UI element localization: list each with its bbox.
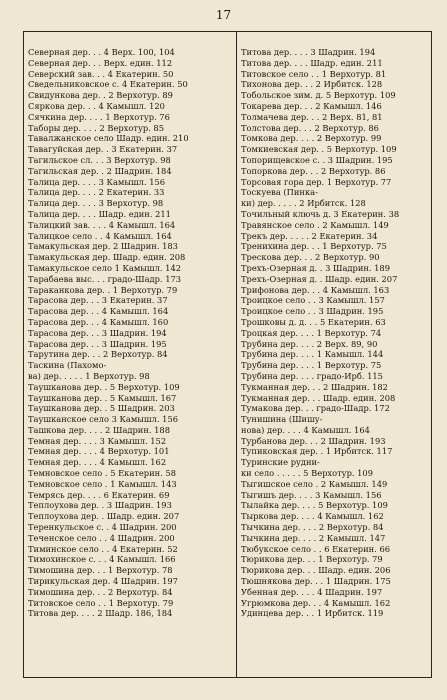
index-entry: Тюрикова дер. . . 1 Верхотур. 79 bbox=[241, 554, 383, 565]
index-entry: Тамакульская дер. 2 Шадрин. 183 bbox=[28, 241, 178, 252]
index-entry: Толмачева дер. . . 2 Верх. 81, 81 bbox=[241, 111, 383, 122]
index-entry: Трубина дер. . . . 1 Камышл. 144 bbox=[241, 349, 384, 360]
index-entry: Таушканова дер. . 5 Камышл. 167 bbox=[28, 392, 177, 403]
index-entry: нова) дер. . . . 4 Камышл. 164 bbox=[241, 424, 370, 435]
index-entry: ки) дер. . . . . 2 Ирбитск. 128 bbox=[241, 198, 366, 209]
index-entry: Теплоухова дер. . Шадр. един. 207 bbox=[28, 511, 180, 522]
index-entry: Темная дер. . . . 4 Камышл. 162 bbox=[28, 457, 167, 468]
index-entry: Тумакова дер. . . градо-Шадр. 172 bbox=[241, 403, 390, 414]
index-entry: Титова дер. . . . Шадр. един. 211 bbox=[241, 57, 383, 68]
index-entry: Талицкое село . . 4 Камышл. 164 bbox=[28, 230, 172, 241]
index-entry: Торсовая гора дер. 1 Верхотур. 77 bbox=[241, 176, 392, 187]
index-entry: Угрюмкова дер. . . 4 Камышл. 162 bbox=[241, 597, 391, 608]
index-entry: Точильный ключь д. 3 Екатерин. 38 bbox=[241, 208, 400, 219]
index-entry: Троицкое село . . 3 Шадрин. 195 bbox=[241, 306, 384, 317]
column-divider bbox=[236, 32, 237, 677]
index-entry: Талица дер. . . . 3 Верхотур. 98 bbox=[28, 198, 164, 209]
index-entry: Тамакульская дер. Шадр. един. 208 bbox=[28, 252, 186, 263]
index-entry: Тычкина дер. . . . 2 Камышл. 147 bbox=[241, 532, 386, 543]
index-entry: Тарутина дер. . . 2 Верхотур. 84 bbox=[28, 349, 168, 360]
index-entry: Таушканское село 3 Камышл. 156 bbox=[28, 414, 179, 425]
index-entry: Темновское село . 5 Екатерин. 58 bbox=[28, 468, 177, 479]
index-entry: Темновское село . 1 Камышл. 143 bbox=[28, 478, 177, 489]
index-entry: Тыгишское село . 2 Камышл. 149 bbox=[241, 478, 388, 489]
index-entry: Трубина дер. . . . градо-Ирб. 115 bbox=[241, 370, 383, 381]
index-entry: Северский зав. . . 4 Екатерин. 50 bbox=[28, 68, 174, 79]
index-entry: Сячкина дер. . . . 1 Верхотур. 76 bbox=[28, 111, 170, 122]
index-entry: Трошковы д. д. . . 5 Екатерин. 63 bbox=[241, 316, 386, 327]
index-entry: Тренихина дер. . . 1 Верхотур. 75 bbox=[241, 241, 387, 252]
index-entry: Талица дер. . . . 2 Екатерин. 33 bbox=[28, 187, 165, 198]
index-entry: Титовское село . . 1 Верхотур. 81 bbox=[241, 68, 387, 79]
index-entry: Тимошина дер. . . 1 Верхотур. 78 bbox=[28, 565, 173, 576]
index-entry: Тыркова дер. . . . 4 Камышл. 162 bbox=[241, 511, 384, 522]
index-entry: Троицкое село . . 3 Камышл. 157 bbox=[241, 295, 385, 306]
index-entry: Талица дер. . . . Шадр. един. 211 bbox=[28, 208, 171, 219]
index-entry: Тихонова дер. . . 2 Ирбитск. 128 bbox=[241, 79, 383, 90]
index-entry: Травянское село . 2 Камышл. 149 bbox=[241, 219, 389, 230]
index-entry: Удинцева дер. . . 1 Ирбитск. 119 bbox=[241, 608, 384, 619]
index-entry: Тарасова дер. . . 3 Шадрин. 195 bbox=[28, 338, 167, 349]
index-entry: Топоркова дер. . . 2 Верхотур. 86 bbox=[241, 165, 386, 176]
index-entry: Сяркова дер. . . 4 Камышл. 120 bbox=[28, 100, 165, 111]
index-entry: Темная дер. . . . 3 Камышл. 152 bbox=[28, 435, 167, 446]
index-entry: Теренкульское с. . 4 Шадрин. 200 bbox=[28, 522, 177, 533]
index-entry: Томкова дер. . . . 2 Верхотур. 99 bbox=[241, 133, 382, 144]
index-entry: Таушканова дер. . 5 Шадрин. 203 bbox=[28, 403, 175, 414]
index-entry: Тараканкова дер. . 1 Верхотур. 79 bbox=[28, 284, 178, 295]
index-entry: Топорищевское с. . 3 Шадрин. 195 bbox=[241, 154, 393, 165]
index-entry: Тиминское село . . 4 Екатерин. 52 bbox=[28, 543, 178, 554]
index-entry: ва) дер. . . . . 1 Верхотур. 98 bbox=[28, 370, 150, 381]
index-entry: Талица дер. . . . 3 Камышл. 156 bbox=[28, 176, 166, 187]
index-entry: Титовское село . . 1 Верхотур. 79 bbox=[28, 597, 174, 608]
index-entry: Турбанова дер. . . 2 Шадрин. 193 bbox=[241, 435, 386, 446]
index-entry: ки село . . . . . 5 Верхотур. 109 bbox=[241, 468, 373, 479]
index-entry: Теченское село . . 4 Шадрин. 200 bbox=[28, 532, 175, 543]
index-entry: Трескова дер. . . 2 Верхотур. 90 bbox=[241, 252, 380, 263]
index-entry: Тавалжанское село Шадр. един. 210 bbox=[28, 133, 189, 144]
index-entry: Сведельниковское с. 4 Екатерин. 50 bbox=[28, 79, 188, 90]
index-entry: Трубина дер. . . . 2 Верх. 89, 90 bbox=[241, 338, 378, 349]
index-entry: Трехъ-Озерная д. . Шадр. един. 207 bbox=[241, 273, 398, 284]
index-entry: Тимошина дер. . . 2 Верхотур. 84 bbox=[28, 586, 173, 597]
index-entry: Талицкий зав. . . . 4 Камышл. 164 bbox=[28, 219, 176, 230]
index-entry: Таушканова дер. . 5 Верхотур. 109 bbox=[28, 381, 180, 392]
left-column bbox=[28, 47, 233, 619]
index-entry: Титова дер. . . . 2 Шадр. 186, 184 bbox=[28, 608, 173, 619]
index-entry: Тирикульская дер. 4 Шадрин. 197 bbox=[28, 576, 178, 587]
index-entry: Темная дер. . . . 4 Верхотур. 101 bbox=[28, 446, 170, 457]
index-entry: Убенная дер. . . . 4 Шадрин. 197 bbox=[241, 586, 383, 597]
index-entry: Свидункова дер. . 2 Верхотур. 89 bbox=[28, 90, 173, 101]
index-entry: Тюрикова дер. . . Шадр. един. 206 bbox=[241, 565, 391, 576]
index-table-frame bbox=[23, 31, 432, 678]
index-entry: Титова дер. . . . 3 Шадрин. 194 bbox=[241, 47, 376, 57]
index-entry: Троцкая дер. . . . 1 Верхотур. 74 bbox=[241, 327, 382, 338]
index-entry: Тимохинское с. . . 4 Камышл. 166 bbox=[28, 554, 176, 565]
index-entry: Тагильская дер. . 2 Шадрин. 184 bbox=[28, 165, 172, 176]
index-entry: Тунишина (Шишу- bbox=[241, 414, 323, 425]
index-entry: Токарева дер. . . 2 Камышл. 146 bbox=[241, 100, 382, 111]
index-entry: Северная дер. . . Верх. един. 112 bbox=[28, 57, 173, 68]
index-entry: Тамакульское село 1 Камышл. 142 bbox=[28, 262, 182, 273]
index-entry: Тарасова дер. . . 4 Камышл. 164 bbox=[28, 306, 169, 317]
index-entry: Таскина (Пахомо- bbox=[28, 360, 107, 371]
index-entry: Тукманная дер. . . Шадр. един. 208 bbox=[241, 392, 396, 403]
index-entry: Теплоухова дер. . 3 Шадрин. 193 bbox=[28, 500, 172, 511]
index-entry: Тобольское зим. д. 5 Верхотур. 109 bbox=[241, 90, 396, 101]
index-entry: Тыгишъ дер. . . . 3 Камышл. 156 bbox=[241, 489, 382, 500]
index-entry: Туринские рудни- bbox=[241, 457, 320, 468]
index-entry: Ташкова дер. . . . 2 Шадрин. 188 bbox=[28, 424, 170, 435]
index-entry: Тарасова дер. . . 3 Шадрин. 194 bbox=[28, 327, 167, 338]
index-entry: Трубина дер. . . . 1 Верхотур. 75 bbox=[241, 360, 382, 371]
index-entry: Тарабаева выс. . . градо-Шадр. 173 bbox=[28, 273, 182, 284]
index-entry: Тупиковская дер. . 1 Ирбитск. 117 bbox=[241, 446, 393, 457]
index-entry: Темрясь дер. . . . 6 Екатерин. 69 bbox=[28, 489, 170, 500]
index-entry: Тавагуйская дер. . 3 Екатерин. 37 bbox=[28, 144, 178, 155]
index-entry: Тукманная дер. . . 2 Шадрин. 182 bbox=[241, 381, 388, 392]
index-entry: Тюбукское село . . 6 Екатерин. 66 bbox=[241, 543, 391, 554]
index-entry: Томкиевская дер. . 5 Верхотур. 109 bbox=[241, 144, 397, 155]
index-entry: Тагильское сл. . . 3 Верхотур. 98 bbox=[28, 154, 171, 165]
index-entry: Тылайка дер. . . . 5 Верхотур. 109 bbox=[241, 500, 388, 511]
index-entry: Тарасова дер. . . 3 Екатерин. 37 bbox=[28, 295, 168, 306]
index-entry: Таборы дер. . . . 2 Верхотур. 85 bbox=[28, 122, 164, 133]
index-entry: Северная дер. . . 4 Верх. 100, 104 bbox=[28, 47, 175, 57]
index-entry: Тоскуева (Пинка- bbox=[241, 187, 318, 198]
index-entry: Толстова дер. . . 2 Верхотур. 86 bbox=[241, 122, 379, 133]
index-entry: Трехъ-Озерная д. . 3 Шадрин. 189 bbox=[241, 262, 390, 273]
page-number: 17 bbox=[215, 8, 232, 22]
index-entry: Трекъ дер. . . . . 2 Екатерин. 34 bbox=[241, 230, 378, 241]
index-entry: Тычкина дер. . . . 2 Верхотур. 84 bbox=[241, 522, 384, 533]
right-column bbox=[241, 47, 430, 619]
index-entry: Тарасова дер. . . 4 Камышл. 160 bbox=[28, 316, 169, 327]
index-entry: Трифонова дер. . . 4 Камышл. 163 bbox=[241, 284, 390, 295]
index-entry: Тюшнякова дер. . . 1 Шадрин. 175 bbox=[241, 576, 391, 587]
